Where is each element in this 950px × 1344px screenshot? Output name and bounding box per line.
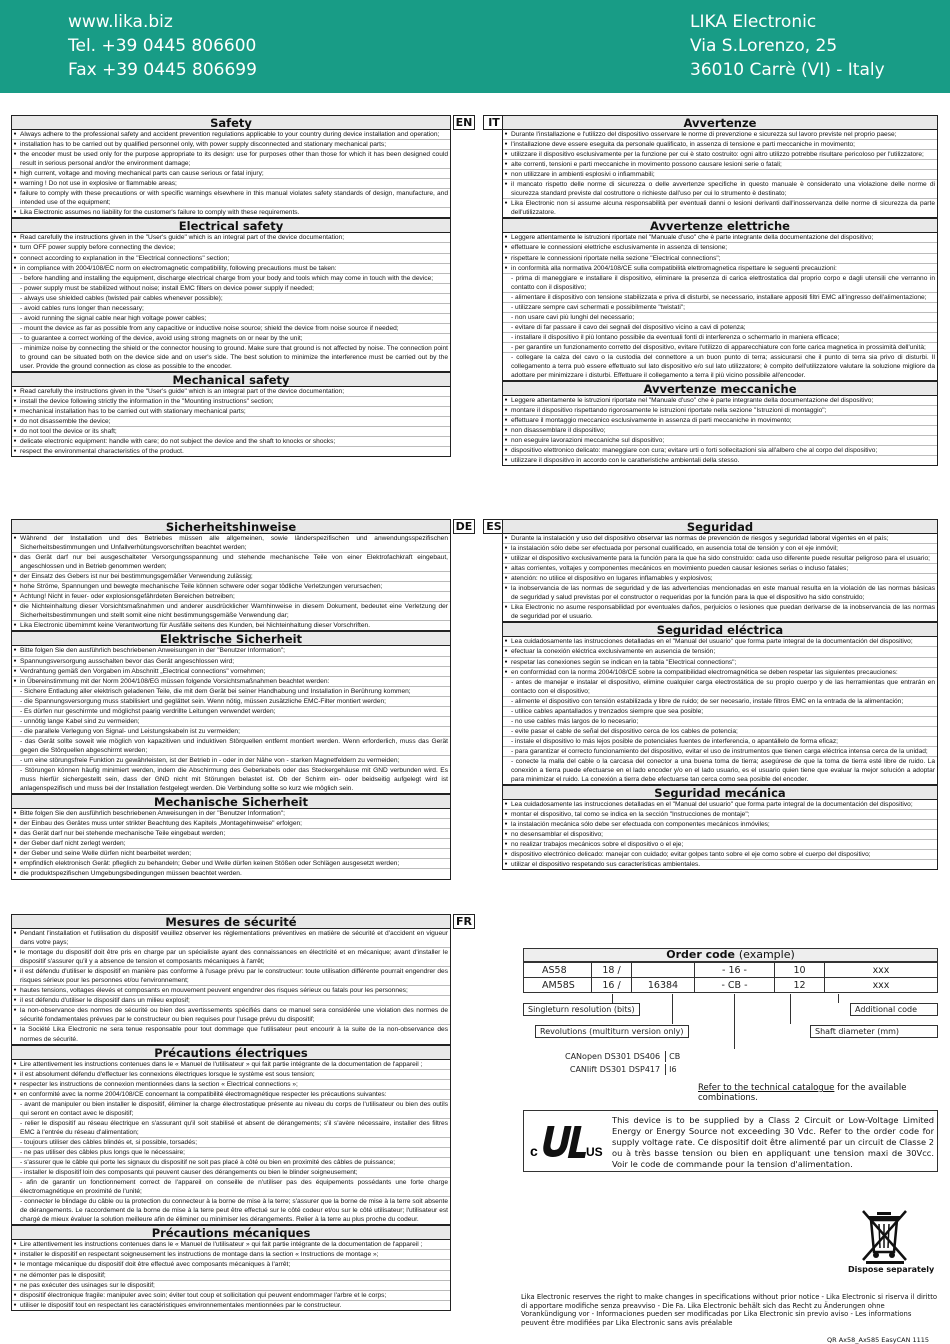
tag-en: EN (453, 115, 475, 130)
list-item: ● il est absolument défendu d'effectuer les connexions électriques lorsque le système est sous tension; (12, 1069, 450, 1079)
list-item: ● das Gerät darf nur bei stehende mechanische Teile eingebaut werden; (12, 828, 450, 838)
list-item: ● in compliance with 2004/108/EC norm on electromagnetic compatibility, following precautions must be taken: (12, 263, 450, 273)
order-code-table (523, 962, 938, 993)
list-item: - alimentare il dispositivo con tensione stabilizzata e priva di disturbi, se necessario, installare appositi filtri EMC all'ingresso dell'alimentazione; (503, 292, 937, 302)
list-item: - always use shielded cables (twisted pair cables whenever possible); (12, 293, 450, 303)
list-item: ● Spannungsversorgung ausschalten bevor das Gerät angeschlossen wird; (12, 656, 450, 666)
document-code: QR Ax58_Ax585 EasyCAN 1115 (827, 1336, 930, 1344)
list-item: - Sichere Entladung aller elektrisch geladenen Teile, die mit dem Gerät bei seiner Handhabung und Installation in Berührung kommen; (12, 686, 450, 696)
list-item: - utilizzare sempre cavi schermati e possibilmente "twistati"; (503, 302, 937, 312)
list-item: ● Leggere attentamente le istruzioni riportate nel "Manuale d'uso" che è parte integrante della documentazione del dispositivo; (503, 396, 937, 405)
dispose-label: Dispose separately (848, 1265, 935, 1274)
list-item: - s'assurer que le câble qui porte les signaux du dispositif ne soit pas placé à côté ou bien en proximité des câbles de puissance; (12, 1157, 450, 1167)
catalogue-link[interactable]: Refer to the technical catalogue (698, 1083, 835, 1093)
list-item: - mount the device as far as possible from any capacitive or inductive noise source; shield the device from noise source if needed; (12, 323, 450, 333)
list-item: ● failure to comply with these precautions or with specific warnings elsewhere in this manual violates safety standards of design, manufacture, and intended use of the equipment; (12, 188, 450, 207)
list-item: ● montare il dispositivo rispettando rigorosamente le istruzioni riportate nella sezione "Istruzioni di montaggio"; (503, 405, 937, 415)
city: 36010 Carrè (VI) - Italy (690, 60, 885, 80)
ul-mark-c: c (530, 1143, 538, 1159)
table-cell: CANlift DS301 DSP417 (569, 1065, 661, 1074)
fax: Fax +39 0445 806699 (68, 60, 257, 80)
list-item: ● la instalación mecánica sólo debe ser efectuada con componentes mecánicos inmóviles; (503, 819, 937, 829)
list-item: ● non eseguire lavorazioni meccaniche sul dispositivo; (503, 435, 937, 445)
section-title: Précautions mécaniques (11, 1225, 451, 1240)
catalogue-reference (698, 1083, 950, 1103)
section-title: Avvertenze (502, 115, 938, 130)
section-title: Elektrische Sicherheit (11, 631, 451, 646)
section-title: Sicherheitshinweise (11, 519, 451, 534)
section-elec (11, 218, 451, 372)
list-item: ● Durante l'installazione e l'utilizzo del dispositivo osservare le norme di prevenzione e sicurezza sul lavoro previste nel proprio paese; (503, 130, 937, 139)
list-item: ● Durante la instalación y uso del dispositivo observar las normas de prevención de riesgos y seguridad laboral vigentes en el país; (503, 534, 937, 543)
list-item: ● montar el dispositivo, tal como se indica en la sección "Instrucciones de montaje"; (503, 809, 937, 819)
revolutions-label: Revolutions (multiturn version only) (535, 1025, 689, 1038)
table-cell (632, 963, 695, 978)
bullet-list (502, 233, 938, 381)
list-item: ● high current, voltage and moving mechanical parts can cause serious or fatal injury; (12, 168, 450, 178)
list-item: - unnötig lange Kabel sind zu vermeiden; (12, 716, 450, 726)
list-item: - non usare cavi più lunghi del necessario; (503, 312, 937, 322)
list-item: ● Während der Installation und des Betriebes müssen alle allgemeinen, sowie länderspezifischen und anwendungsspezifischen Sicherheitsbestimmungen und Unfallverhütungsvorschriften beachtet werden; (12, 534, 450, 552)
section-elec (502, 622, 938, 785)
list-item: - toujours utiliser des câbles blindés et, si possible, torsadés; (12, 1137, 450, 1147)
list-item: ● non utilizzare in ambienti esplosivi o infiammabili; (503, 169, 937, 179)
list-item: - um eine störungsfreie Funktion zu gewährleisten, ist der Betrieb in - oder in der Nähe von - starken Magnetfeldern zu vermeiden; (12, 755, 450, 765)
table-row (524, 978, 938, 993)
list-item: ● in Übereinstimmung mit der Norm 2004/108/EG müssen folgende Vorsichtsmaßnahmen beachtet werden: (12, 676, 450, 686)
list-item: ● die Nichteinhaltung dieser Vorsichtsmaßnahmen und anderer ausdrücklicher Warnhinweise in diesem Dokument, bedeutet eine Verletzung der Sicherheitsbestimmungen und stellt somit eine nicht bestimmungsgemäße Verwendung dar; (12, 601, 450, 620)
list-item: ● respetar las conexiones según se indican en la tabla "Electrical connections"; (503, 657, 937, 667)
list-item: ● la non-observance des normes de sécurité ou bien des avertissements spécifiés dans ce manuel sera considérée une violation des normes de sécurité fondamentales prévues par le constructeur ou bien requises pour l'usage prévu du dispositif; (12, 1005, 450, 1024)
list-item: ● Read carefully the instructions given in the "User's guide" which is an integral part of the device documentation; (12, 233, 450, 242)
list-item: ● altas corrientes, voltajes y componentes mecánicos en movimiento pueden causar lesiones serias o incluso fatales; (503, 563, 937, 573)
list-item: - alimente el dispositivo con tensión estabilizada y libre de ruido; de ser necesario, instale filtros EMC en la entrada de la alimentación; (503, 696, 937, 706)
list-item: ● Bitte folgen Sie den ausführlich beschriebenen Anweisungen in der "Benutzer Information"; (12, 809, 450, 818)
tag-de: DE (453, 519, 475, 534)
list-item: - no use cables más largos de lo necesario; (503, 716, 937, 726)
section-safety (502, 519, 938, 622)
list-item: ● ne pas exécuter des usinages sur le dispositif; (12, 1280, 450, 1290)
list-item: - avant de manipuler ou bien installer le dispositif, éliminer la charge électrostatique présente au niveau du corps de l'utilisateur ou bien des outils qui seront en contact avec le dispositif; (12, 1099, 450, 1118)
list-item: - collegare la calza del cavo o la custodia del connettore a un buon punto di terra; assicurarsi che il punto di terra sia privo di disturbi. Il collegamento a terra può essere effettuato sul lato dispositivo e/o sul lato utilizzatore; è compito dell'utilizzatore valutare la soluzione migliore da adottare per minimizzare i disturbi. Effettuare il collegamento a terra il più vicino possibile all'encoder. (503, 352, 937, 380)
list-item: ● in conformità alla normativa 2004/108/CE sulla compatibilità elettromagnetica rispettare le seguenti precauzioni: (503, 263, 937, 273)
list-item: - das Gerät sollte soweit wie möglich von kapazitiven und induktiven Störquellen entfernt montiert werden. Wenn erforderlich, muss das Gerät gegen die Störquellen abgeschirmt werden; (12, 736, 450, 755)
list-item: ● respect the environmental characteristics of the product. (12, 446, 450, 456)
list-item: ● ne démonter pas le dispositif; (12, 1270, 450, 1280)
connector-line (734, 994, 735, 1049)
list-item: ● l'installazione deve essere eseguita da personale qualificato, in assenza di tensione e parti meccaniche in movimento; (503, 139, 937, 149)
list-item: ● le montage mécanique du dispositif doit être effectué avec composants mécaniques à l'arrêt; (12, 1259, 450, 1269)
list-item: ● la instalación sólo debe ser efectuada por personal cualificado, en ausencia total de tensión y con el eje inmóvil; (503, 543, 937, 553)
list-item: ● die produktspezifischen Umgebungsbedingungen müssen beachtet werden. (12, 868, 450, 878)
bullet-list (502, 800, 938, 870)
list-item: ● delicate electronic equipment: handle with care; do not subject the device and the shaft to knocks or shocks; (12, 436, 450, 446)
bullet-list (502, 637, 938, 785)
list-item: ● der Einbau des Gerätes muss unter strikter Beachtung des Kapitels „Montagehinweise" erfolgen; (12, 818, 450, 828)
list-item: ● la Société Lika Electronic ne sera tenue responsable pour tout dommage que l'utilisateur peut encourir à la suite de la non-observance des normes de sécurité. (12, 1024, 450, 1043)
list-item: ● non disassemblare il dispositivo; (503, 425, 937, 435)
list-item: ● utilizzare il dispositivo in accordo con le caratteristiche ambientali della stesso. (503, 455, 937, 465)
col-it (502, 115, 938, 493)
table-cell: - 16 - (695, 963, 775, 978)
list-item: - antes de manejar e instalar el dispositivo, elimine cualquier carga electrostática de su propio cuerpo y de las herramientas que entrarán en contacto con el dispositivo; (503, 677, 937, 696)
col-de (11, 519, 451, 889)
table-cell: xxx (825, 963, 938, 978)
section-title: Mesures de sécurité (11, 914, 451, 929)
list-item: ● der Geber darf nicht zerlegt werden; (12, 838, 450, 848)
list-item: - to guarantee a correct working of the device, avoid using strong magnets on or near by the unit; (12, 333, 450, 343)
section-title: Seguridad mecánica (502, 785, 938, 800)
section-mech (11, 372, 451, 457)
list-item: ● do not tool the device or its shaft; (12, 426, 450, 436)
bus-options (560, 1049, 685, 1077)
list-item: ● warning ! Do not use in explosive or flammable areas; (12, 178, 450, 188)
disclaimer: Lika Electronic reserves the right to make changes in specifications without prior notice - Lika Electronic si riserva il diritto di apportare modifiche senza preavviso - Die Fa. Lika Electronic behält sich das Recht zu Änderungen ohne Vorankündigung vor - Informaciones pueden ser modificadas por Lika Electronic sin previo aviso - Les informations peuvent être modifiées par Lika Electronic sans avis préalable (521, 1293, 938, 1328)
col-es (502, 519, 938, 889)
list-item: ● dispositivo elettronico delicato: maneggiare con cura; evitare urti o forti sollecitazioni sia all'albero che al corpo del dispositivo; (503, 445, 937, 455)
list-item: ● il mancato rispetto delle norme di sicurezza o delle avvertenze specifiche in questo manuale è considerato una violazione delle norme di sicurezza standard previste dal costruttore o richieste dall'uso per cui lo strumento è destinato; (503, 179, 937, 198)
section-safety (502, 115, 938, 218)
section-title: Seguridad (502, 519, 938, 534)
list-item: ● Lire attentivement les instructions contenues dans le « Manuel de l'utilisateur » qui fait partie intégrante de la documentation de l'appareil ; (12, 1060, 450, 1069)
list-item: ● effettuare il montaggio meccanico esclusivamente in assenza di parti meccaniche in movimento; (503, 415, 937, 425)
list-item: - die parallele Verlegung von Signal- und Leistungskabeln ist zu vermeiden; (12, 726, 450, 736)
table-cell: - CB - (695, 978, 775, 993)
col-fr (11, 914, 451, 1327)
list-item: ● Lika Electronic no asume responsabilidad por eventuales daños, perjuicios o lesiones que puedan derivarse de la inobservancia de las normas de seguridad por el usuario. (503, 602, 937, 621)
section-mech (502, 381, 938, 466)
table-cell: 16384 (632, 978, 695, 993)
list-item: ● mechanical installation has to be carried out with stationary mechanical parts; (12, 406, 450, 416)
list-item: ● install the device following strictly the information in the "Mounting instructions" section; (12, 396, 450, 406)
singleturn-label: Singleturn resolution (bits) (523, 1003, 640, 1016)
table-cell: I6 (665, 1064, 683, 1075)
connector-line (672, 994, 673, 1024)
list-item: - ne pas utiliser des câbles plus longs que le nécessaire; (12, 1147, 450, 1157)
list-item: ● connect according to explanation in the "Electrical connections" section; (12, 253, 450, 263)
list-item: ● Achtung! Nicht in feuer- oder explosionsgefährdeten Bereichen betreiben; (12, 591, 450, 601)
weee-bin-icon (860, 1208, 912, 1264)
table-row (562, 1064, 683, 1075)
list-item: - prima di maneggiare e installare il dispositivo, eliminare la presenza di carica elettrostatica dal proprio corpo e dagli utensili che verranno in contatto con il dispositivo; (503, 273, 937, 292)
list-item: ● Read carefully the instructions given in the "User's guide" which is an integral part of the device documentation; (12, 387, 450, 396)
connector-line (790, 994, 791, 1024)
list-item: ● atención: no utilice el dispositivo en lugares inflamables y explosivos; (503, 573, 937, 583)
list-item: - connecter le blindage du câble ou la protection du connecteur à la borne de mise à la terre; s'assurer que la borne de mise à la terre soit absente de dérangements. Le raccordement de la borne de mise à la terre peut être effectué sur le côté codeur et/ou sur le côté utilisateur; l'utilisateur est chargé de mieux évaluer la solution meilleure afin de éliminer ou minimiser les dérangements. Relier à la terre au plus proche du codeur. (12, 1196, 450, 1224)
tag-es: ES (483, 519, 505, 534)
section-safety (11, 914, 451, 1045)
catalogue-note: for the available combinations. (698, 1083, 907, 1103)
ul-notice (523, 1110, 938, 1172)
bullet-list (502, 130, 938, 218)
additional-label: Additional code (850, 1003, 938, 1016)
list-item: ● utiliser le dispositif tout en respectant les caractéristiques environnementales mentionnées par le constructeur. (12, 1300, 450, 1310)
table-cell: 12 (775, 978, 825, 993)
list-item: - conecte la malla del cable o la carcasa del conector a una buena toma de tierra; asegúrese de que la toma de tierra esté libre de ruido. La conexión a tierra puede efectuarse en el lado encoder y/o en el lado usuario, es el usuario quien tiene que evaluar la mejor solución a adoptar para minimizar el ruido. La conexión a tierra debe efectuarse tan cerca como sea posible del encoder. (503, 756, 937, 784)
list-item: - per garantire un funzionamento corretto del dispositivo, evitare l'utilizzo di apparecchiature con forte carica magnetica in prossimità dell'unità; (503, 342, 937, 352)
list-item: ● the encoder must be used only for the purpose appropriate to its design: use for purposes other than those for which it has been designed could result in serious personal and/or the environment damage; (12, 149, 450, 168)
header-bar (0, 0, 950, 93)
list-item: - para garantizar el correcto funcionamiento del dispositivo, evitar el uso de instrumentos que tienen carga eléctrica intensa cerca de la unidad; (503, 746, 937, 756)
table-cell: 18 / (592, 963, 632, 978)
table-cell: 16 / (592, 978, 632, 993)
company-name: LIKA Electronic (690, 12, 817, 32)
list-item: ● Lire attentivement les instructions contenues dans le « Manuel de l'utilisateur » qui fait partie intégrante de la documentation de l'appareil ; (12, 1240, 450, 1249)
section-elec (502, 218, 938, 381)
list-item: ● il est défendu d'utiliser le dispositif en manière pas conforme à l'usage prévu par le constructeur: toute utilisation différente pourrait engendrer des risques sérieux pour les personnes et/ou l'environnement; (12, 966, 450, 985)
section-title: Mechanische Sicherheit (11, 794, 451, 809)
table-cell: CANopen DS301 DS406 (565, 1052, 661, 1061)
list-item: ● en conformité avec la norme 2004/108/CE concernant la compatibilité électromagnétique respecter les précautions suivantes: (12, 1089, 450, 1099)
section-safety (11, 519, 451, 631)
list-item: ● Verdrahtung gemäß den Vorgaben im Abschnitt „Electrical connections" vornehmen; (12, 666, 450, 676)
list-item: - minimize noise by connecting the shield or the connector housing to ground. Make sure that ground is not affected by noise. The connection point to ground can be situated both on the device side and on user's side. The best solution to minimize the interference must be carried out by the user. Provide the ground connection as close as possible to the encoder. (12, 343, 450, 371)
bullet-list (11, 1060, 451, 1226)
list-item: ● efectuar la conexión eléctrica exclusivamente en ausencia de tensión; (503, 646, 937, 656)
table-cell: AS58 (524, 963, 592, 978)
list-item: ● Lika Electronic assumes no liability for the customer's failure to comply with these requirements. (12, 207, 450, 217)
list-item: ● la inobservancia de las normas de seguridad y de las advertencias mencionadas en este manual resulta en la violación de las normas básicas de seguridad y salud previstas por el constructor o requeridas por la función para la que el dispositivo ha sido construido; (503, 583, 937, 602)
list-item: ● Lika Electronic non si assume alcuna responsabilità per eventuali danni o lesioni derivanti dall'inosservanza delle norme di sicurezza da parte dell'utilizzatore. (503, 198, 937, 217)
list-item: ● rispettare le connessioni riportate nella sezione "Electrical connections"; (503, 253, 937, 263)
section-mech (11, 1225, 451, 1310)
order-code (523, 948, 938, 998)
tag-fr: FR (453, 914, 475, 929)
list-item: ● empfindlich elektronisch Gerät: pfleglich zu behandeln; Geber und Welle dürfen keinen Stößen oder Schlägen ausgesetzt werden; (12, 858, 450, 868)
list-item: ● installation has to be carried out by qualified personnel only, with power supply disconnected and stationary mechanical parts; (12, 139, 450, 149)
list-item: ● turn OFF power supply before connecting the device; (12, 242, 450, 252)
bullet-list (11, 130, 451, 218)
connector-line (838, 994, 839, 1003)
section-elec (11, 1045, 451, 1226)
list-item: ● Lika Electronic übernimmt keine Verantwortung für Ausfälle seitens des Kunden, bei Nichteinhaltung dieser Vorschriften. (12, 620, 450, 630)
list-item: ● Leggere attentamente le istruzioni riportate nel "Manuale d'uso" che è parte integrante della documentazione del dispositivo; (503, 233, 937, 242)
list-item: ● no desensamblar el dispositivo; (503, 829, 937, 839)
list-item: - installer le dispositif loin des composants qui peuvent causer des dérangements ou bien le blinder soigneusement; (12, 1167, 450, 1177)
list-item: ● dispositif électronique fragile: manipuler avec soin; éviter tout coup et sollicitation qui peuvent endommager l'arbre et le corps; (12, 1290, 450, 1300)
list-item: ● utilizar el dispositivo exclusivamente para la función para la que ha sido construido: cada uso diferente puede resultar peligroso para el usuario; (503, 553, 937, 563)
section-safety (11, 115, 451, 218)
street: Via S.Lorenzo, 25 (690, 36, 838, 56)
list-item: ● no realizar trabajos mecánicos sobre el dispositivo o el eje; (503, 839, 937, 849)
order-code-title: Order code (example) (523, 948, 938, 962)
section-title: Précautions électriques (11, 1045, 451, 1060)
connector-line (612, 994, 613, 1003)
list-item: ● effettuare le connessioni elettriche esclusivamente in assenza di tensione; (503, 242, 937, 252)
list-item: - instale el dispositivo lo más lejos posible de potenciales fuentes de interferencia, o apantállelo de forma eficaz; (503, 736, 937, 746)
list-item: ● Bitte folgen Sie den ausführlich beschriebenen Anweisungen in der "Benutzer Information"; (12, 646, 450, 655)
list-item: ● utilizzare il dispositivo esclusivamente per la funzione per cui è stato costruito: ogni altro utilizzo potrebbe risultare pericoloso per l'utilizzatore; (503, 149, 937, 159)
list-item: - evite pasar el cable de señal del dispositivo cerca de los cables de potencia; (503, 726, 937, 736)
bullet-list (502, 396, 938, 466)
list-item: ● hohe Ströme, Spannungen und bewegte mechanische Teile können schwere oder sogar tödliche Verletzungen verursachen; (12, 581, 450, 591)
list-item: - die Spannungsversorgung muss stabilisiert und geglättet sein. Wenn nötig, müssen zusätzliche EMC-Filter montiert werden; (12, 696, 450, 706)
list-item: ● Always adhere to the professional safety and accident prevention regulations applicable to your country during device installation and operation; (12, 130, 450, 139)
list-item: - relier le dispositif au réseau électrique en s'assurant qu'il soit stabilisé et absent de dérangements; s'il s'avère nécessaire, installer des filtres EMC à l'entrée du réseau d'alimentation; (12, 1118, 450, 1137)
table-row (562, 1051, 683, 1062)
list-item: - avoid running the signal cable near high voltage power cables; (12, 313, 450, 323)
list-item: ● Pendant l'installation et l'utilisation du dispositif veuillez observer les réglementations préventives en matière de sécurité et d'accident en vigueur dans votre pays; (12, 929, 450, 947)
table-cell: 10 (775, 963, 825, 978)
bullet-list (11, 809, 451, 879)
bullet-list (11, 233, 451, 372)
section-mech (11, 794, 451, 879)
table-cell: AM58S (524, 978, 592, 993)
bullet-list (11, 534, 451, 631)
list-item: ● das Gerät darf nur bei ausgeschalteter Versorgungsspannung und stehende mechanische Teile von einer Elektrofachkraft eingebaut, angeschlossen und in Betrieb genommen werden; (12, 552, 450, 571)
list-item: - installare il dispositivo il più lontano possibile da eventuali fonti di interferenza o schermarlo in maniera efficace; (503, 332, 937, 342)
phone: Tel. +39 0445 806600 (68, 36, 257, 56)
ul-mark-icon (528, 1114, 608, 1170)
table-cell: CB (665, 1051, 683, 1062)
list-item: ● Lea cuidadosamente las instrucciones detalladas en el "Manual del usuario" que forma parte integral de la documentación del dispositivo; (503, 800, 937, 809)
list-item: ● dispositivo electrónico delicado: manejar con cuidado; evitar golpes tanto sobre el eje como sobre el cuerpo del dispositivo; (503, 849, 937, 859)
website[interactable]: www.lika.biz (68, 12, 173, 32)
list-item: ● alte correnti, tensioni e parti meccaniche in movimento possono causare lesioni serie o fatali; (503, 159, 937, 169)
contact-block (68, 10, 257, 82)
list-item: ● le montage du dispositif doit être pris en charge par un spécialiste ayant des connaissances en électricité et en mécanique; avant d'installer le dispositif s'assurer qu'il y a absence de tension et composants mécaniques à l'arrêt; (12, 947, 450, 966)
list-item: ● installer le dispositif en respectant soigneusement les instructions de montage dans la section « Instructions de montage »; (12, 1249, 450, 1259)
ul-mark-us: US (586, 1145, 603, 1159)
list-item: - before handling and installing the equipment, discharge electrical charge from your body and tools which may come in touch with the device; (12, 273, 450, 283)
list-item: - utilice cables apantallados y trenzados siempre que sea posible; (503, 706, 937, 716)
section-title: Electrical safety (11, 218, 451, 233)
list-item: ● der Einsatz des Gebers ist nur bei bestimmungsgemäßer Verwendung zulässig; (12, 571, 450, 581)
section-title: Seguridad eléctrica (502, 622, 938, 637)
section-title: Avvertenze meccaniche (502, 381, 938, 396)
list-item: ● il est défendu d'utiliser le dispositif dans un milieu explosif; (12, 995, 450, 1005)
col-en (11, 115, 451, 493)
tag-it: IT (483, 115, 505, 130)
section-mech (502, 785, 938, 870)
list-item: - Störungen können häufig minimiert werden, indem die Abschirmung des Geberkabels oder das Steckergehäuse mit GND verbunden wird. Es muss hierfür sichergestellt sein, dass der GND nicht mit Störungen belastet ist. Ob der Schirm ein- oder beidseitig aufgelegt wird ist anlagenspezifisch und muss bei der Installation festgelegt werden. Die Verbindung sollte so kurz wie möglich sein. (12, 765, 450, 793)
list-item: ● Lea cuidadosamente las instrucciones detalladas en el "Manual del usuario" que forma parte integral de la documentación del dispositivo; (503, 637, 937, 646)
section-title: Avvertenze elettriche (502, 218, 938, 233)
list-item: - power supply must be stabilized without noise; install EMC filters on device power supply if needed; (12, 283, 450, 293)
list-item: ● der Geber und seine Welle dürfen nicht bearbeitet werden; (12, 848, 450, 858)
table-cell: xxx (825, 978, 938, 993)
shaft-label: Shaft diameter (mm) (810, 1025, 938, 1038)
bullet-list (11, 387, 451, 457)
list-item: ● hautes tensions, voltages élevés et composants en mouvement peuvent engendrer des risques sérieux ou fatals pour les personnes; (12, 985, 450, 995)
list-item: - evitare di far passare il cavo dei segnali del dispositivo vicino a cavi di potenza; (503, 322, 937, 332)
list-item: - afin de garantir un fonctionnement correct de l'appareil on conseille de n'utiliser pas des équipements possédants une forte charge électromagnétique en proximité de l'unité; (12, 1177, 450, 1196)
section-title: Mechanical safety (11, 372, 451, 387)
address-block (690, 10, 885, 82)
list-item: ● utilizar el dispositivo respetando sus características ambientales. (503, 859, 937, 869)
list-item: ● en conformidad con la norma 2004/108/CE sobre la compatibilidad electromagnética se deben respetar las siguientes precauciones: (503, 667, 937, 677)
table-row (524, 963, 938, 978)
bullet-list (11, 1240, 451, 1310)
list-item: - Es dürfen nur geschirmte und möglichst paarig verdrillte Leitungen verwendet werden; (12, 706, 450, 716)
ul-text: This device is to be supplied by a Class 2 Circuit or Low-Voltage Limited Energy or Energy Source not exceeding 30 Vdc. Refer to the order code for supply voltage rate. Ce dispositif doit être alimenté par un circuit de Classe 2 ou à très basse tension ou bien en appliquant une tension maxi de 30Vcc. Voir le code de commande pour la tension d'alimentation. (612, 1115, 934, 1169)
bullet-list (11, 929, 451, 1045)
bullet-list (11, 646, 451, 794)
list-item: ● do not disassemble the device; (12, 416, 450, 426)
bullet-list (502, 534, 938, 622)
section-title: Safety (11, 115, 451, 130)
section-elec (11, 631, 451, 794)
list-item: - avoid cables runs longer than necessary; (12, 303, 450, 313)
list-item: ● respecter les instructions de connexion mentionnées dans la section « Electrical connections »; (12, 1079, 450, 1089)
